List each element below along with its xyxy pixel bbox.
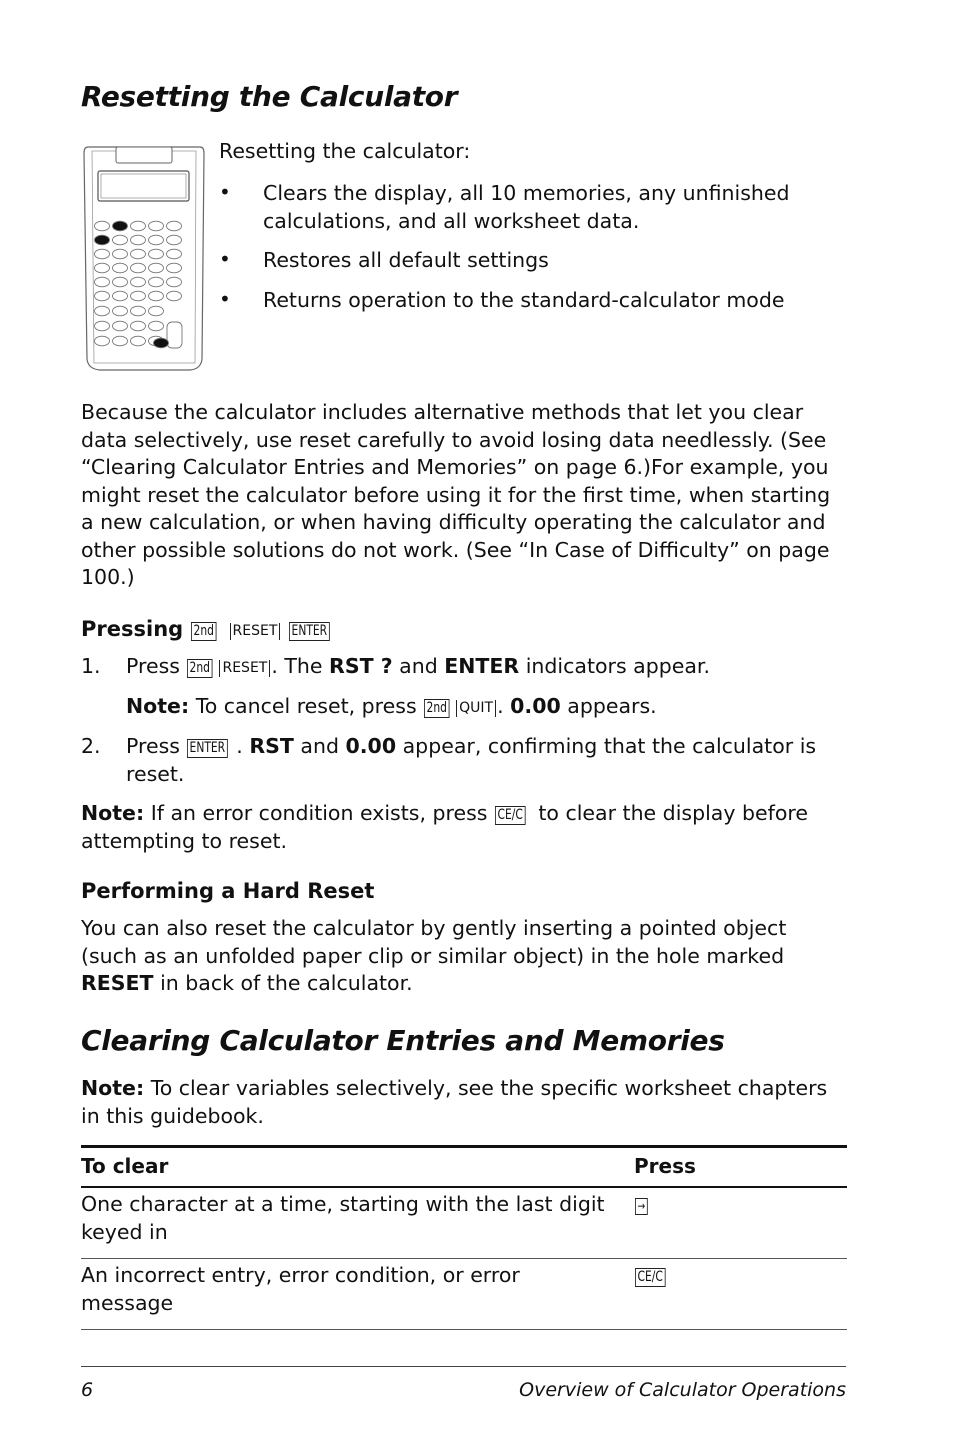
display-value: 0.00 xyxy=(345,734,397,758)
key-quit: QUIT xyxy=(456,700,496,717)
key-2nd: 2nd xyxy=(191,622,217,641)
step1-end: indicators appear. xyxy=(525,654,710,678)
bullet-text-1: Clears the display, all 10 memories, any unfinished calculations, and all worksheet data. xyxy=(263,181,790,233)
hard-reset-text-b: in back of the calculator. xyxy=(160,971,413,995)
calculator-key xyxy=(167,235,182,245)
calculator-key xyxy=(154,338,169,348)
bullet-2: • xyxy=(219,247,231,271)
bullet-text-2: Restores all default settings xyxy=(263,248,549,272)
footer-page-number: 6 xyxy=(81,1379,94,1401)
clear-table xyxy=(81,1145,847,1330)
step1-and: and xyxy=(399,654,438,678)
calculator-key xyxy=(131,277,146,287)
header-press: Press xyxy=(634,1147,847,1188)
footer-chapter: Overview of Calculator Operations xyxy=(519,1379,846,1401)
calculator-key xyxy=(149,277,164,287)
note-label: Note: xyxy=(81,801,145,825)
table-row xyxy=(81,1259,847,1330)
note2-text: If an error condition exists, press xyxy=(150,801,488,825)
indicator-enter: ENTER xyxy=(444,654,520,678)
key-reset: RESET xyxy=(230,623,281,640)
calculator-key xyxy=(95,277,110,287)
pressing-label: Pressing xyxy=(81,617,184,641)
key-cec: CE/C xyxy=(495,806,525,825)
note-cancel-reset: Note: To cancel reset, press 2nd QUIT . 0.00 appears. xyxy=(126,694,657,718)
calculator-key xyxy=(113,306,128,316)
calculator-key xyxy=(131,263,146,273)
calculator-key xyxy=(131,221,146,231)
note2-end: to clear the display before attempting to reset. xyxy=(81,801,808,853)
pressing-heading xyxy=(81,616,338,644)
calculator-key xyxy=(113,277,128,287)
hard-reset-text-a: You can also reset the calculator by gently inserting a pointed object (such as an unfolded paper clip or similar object) in the hole marked xyxy=(81,916,787,968)
step1-mid: . The xyxy=(271,654,323,678)
calculator-key xyxy=(95,263,110,273)
key-enter: ENTER xyxy=(187,739,228,758)
header-to-clear: To clear xyxy=(81,1147,634,1188)
calculator-key xyxy=(95,291,110,301)
step2-end: appear, confirming that the calculator is reset. xyxy=(126,734,817,786)
calculator-key xyxy=(95,221,110,231)
bullet-text-3: Returns operation to the standard-calculator mode xyxy=(263,288,785,312)
note-clear-text: To clear variables selectively, see the specific worksheet chapters in this guidebook. xyxy=(81,1076,828,1128)
reset-paragraph: Because the calculator includes alternative methods that let you clear data selectively, use reset carefully to avoid losing data needlessly. (See “Clearing Calculator Entries and Memories” on page 6.)For example, you might reset the calculator before using it for the first time, when starting a new calculation, or when having difficulty operating the calculator and other possible solutions do not work. (See “In Case of Difficulty” on page 100.) xyxy=(81,400,831,589)
hard-reset-heading: Performing a Hard Reset xyxy=(81,879,375,903)
backspace-arrow-icon: → xyxy=(635,1198,648,1215)
calculator-key xyxy=(131,291,146,301)
note1-end: appears. xyxy=(567,694,657,718)
calculator-key xyxy=(149,263,164,273)
calculator-key xyxy=(131,249,146,259)
key-2nd: 2nd xyxy=(187,659,213,678)
step1-text xyxy=(126,653,846,681)
section-title-resetting: Resetting the Calculator xyxy=(81,80,458,113)
note-label: Note: xyxy=(81,1076,145,1100)
calculator-key xyxy=(149,306,164,316)
calculator-key xyxy=(113,291,128,301)
table-header-row xyxy=(81,1147,847,1188)
calculator-key xyxy=(167,263,182,273)
calculator-key xyxy=(149,249,164,259)
step2-text: Press ENTER . RST and 0.00 appear, confirming that the calculator is reset. xyxy=(126,734,817,786)
indicator-rst: RST ? xyxy=(329,654,393,678)
calculator-key xyxy=(95,321,110,331)
calculator-key xyxy=(113,221,128,231)
calculator-key xyxy=(95,249,110,259)
bullet-3: • xyxy=(219,287,231,311)
calculator-key xyxy=(149,291,164,301)
calculator-key xyxy=(131,336,146,346)
calculator-key xyxy=(167,221,182,231)
calculator-key xyxy=(149,235,164,245)
display-value: 0.00 xyxy=(510,694,561,718)
calculator-key xyxy=(113,336,128,346)
step1-press: Press xyxy=(126,654,180,678)
step1-number: 1. xyxy=(81,654,101,678)
key-2nd: 2nd xyxy=(424,699,450,718)
step2-number: 2. xyxy=(81,734,101,758)
calculator-key xyxy=(167,291,182,301)
clear-table-wrap xyxy=(81,1145,847,1330)
calculator-illustration xyxy=(82,145,206,373)
row-key xyxy=(634,1259,847,1330)
calculator-key xyxy=(95,235,110,245)
calculator-key xyxy=(149,321,164,331)
footer-rule xyxy=(81,1366,846,1367)
calculator-key xyxy=(131,235,146,245)
calculator-key xyxy=(95,336,110,346)
calculator-key xyxy=(167,249,182,259)
calculator-key xyxy=(113,263,128,273)
calculator-key xyxy=(113,249,128,259)
step2-press: Press xyxy=(126,734,180,758)
note-error-condition xyxy=(81,800,847,855)
calculator-key xyxy=(131,306,146,316)
calculator-key xyxy=(167,277,182,287)
table-row xyxy=(81,1187,847,1259)
section-title-clearing: Clearing Calculator Entries and Memories xyxy=(81,1024,725,1057)
key-enter: ENTER xyxy=(289,622,330,641)
row-what: One character at a time, starting with the last digit keyed in xyxy=(81,1187,634,1259)
calculator-key xyxy=(131,321,146,331)
reset-intro: Resetting the calculator: xyxy=(219,139,471,163)
hard-reset-reset: RESET xyxy=(81,971,154,995)
key-cec: CE/C xyxy=(635,1268,665,1287)
step2-and: and xyxy=(300,734,339,758)
calculator-key xyxy=(149,221,164,231)
calculator-key xyxy=(167,322,182,348)
note-clear-variables xyxy=(81,1075,847,1130)
key-reset: RESET xyxy=(219,660,270,677)
row-key xyxy=(634,1187,847,1259)
indicator-rst: RST xyxy=(249,734,294,758)
bullet-1: • xyxy=(219,180,231,204)
row-what: An incorrect entry, error condition, or error message xyxy=(81,1259,634,1330)
calculator-key xyxy=(113,321,128,331)
calculator-key xyxy=(113,235,128,245)
note1-text: To cancel reset, press xyxy=(195,694,417,718)
note-label: Note: xyxy=(126,694,190,718)
calculator-key xyxy=(95,306,110,316)
hard-reset-text xyxy=(81,915,821,998)
